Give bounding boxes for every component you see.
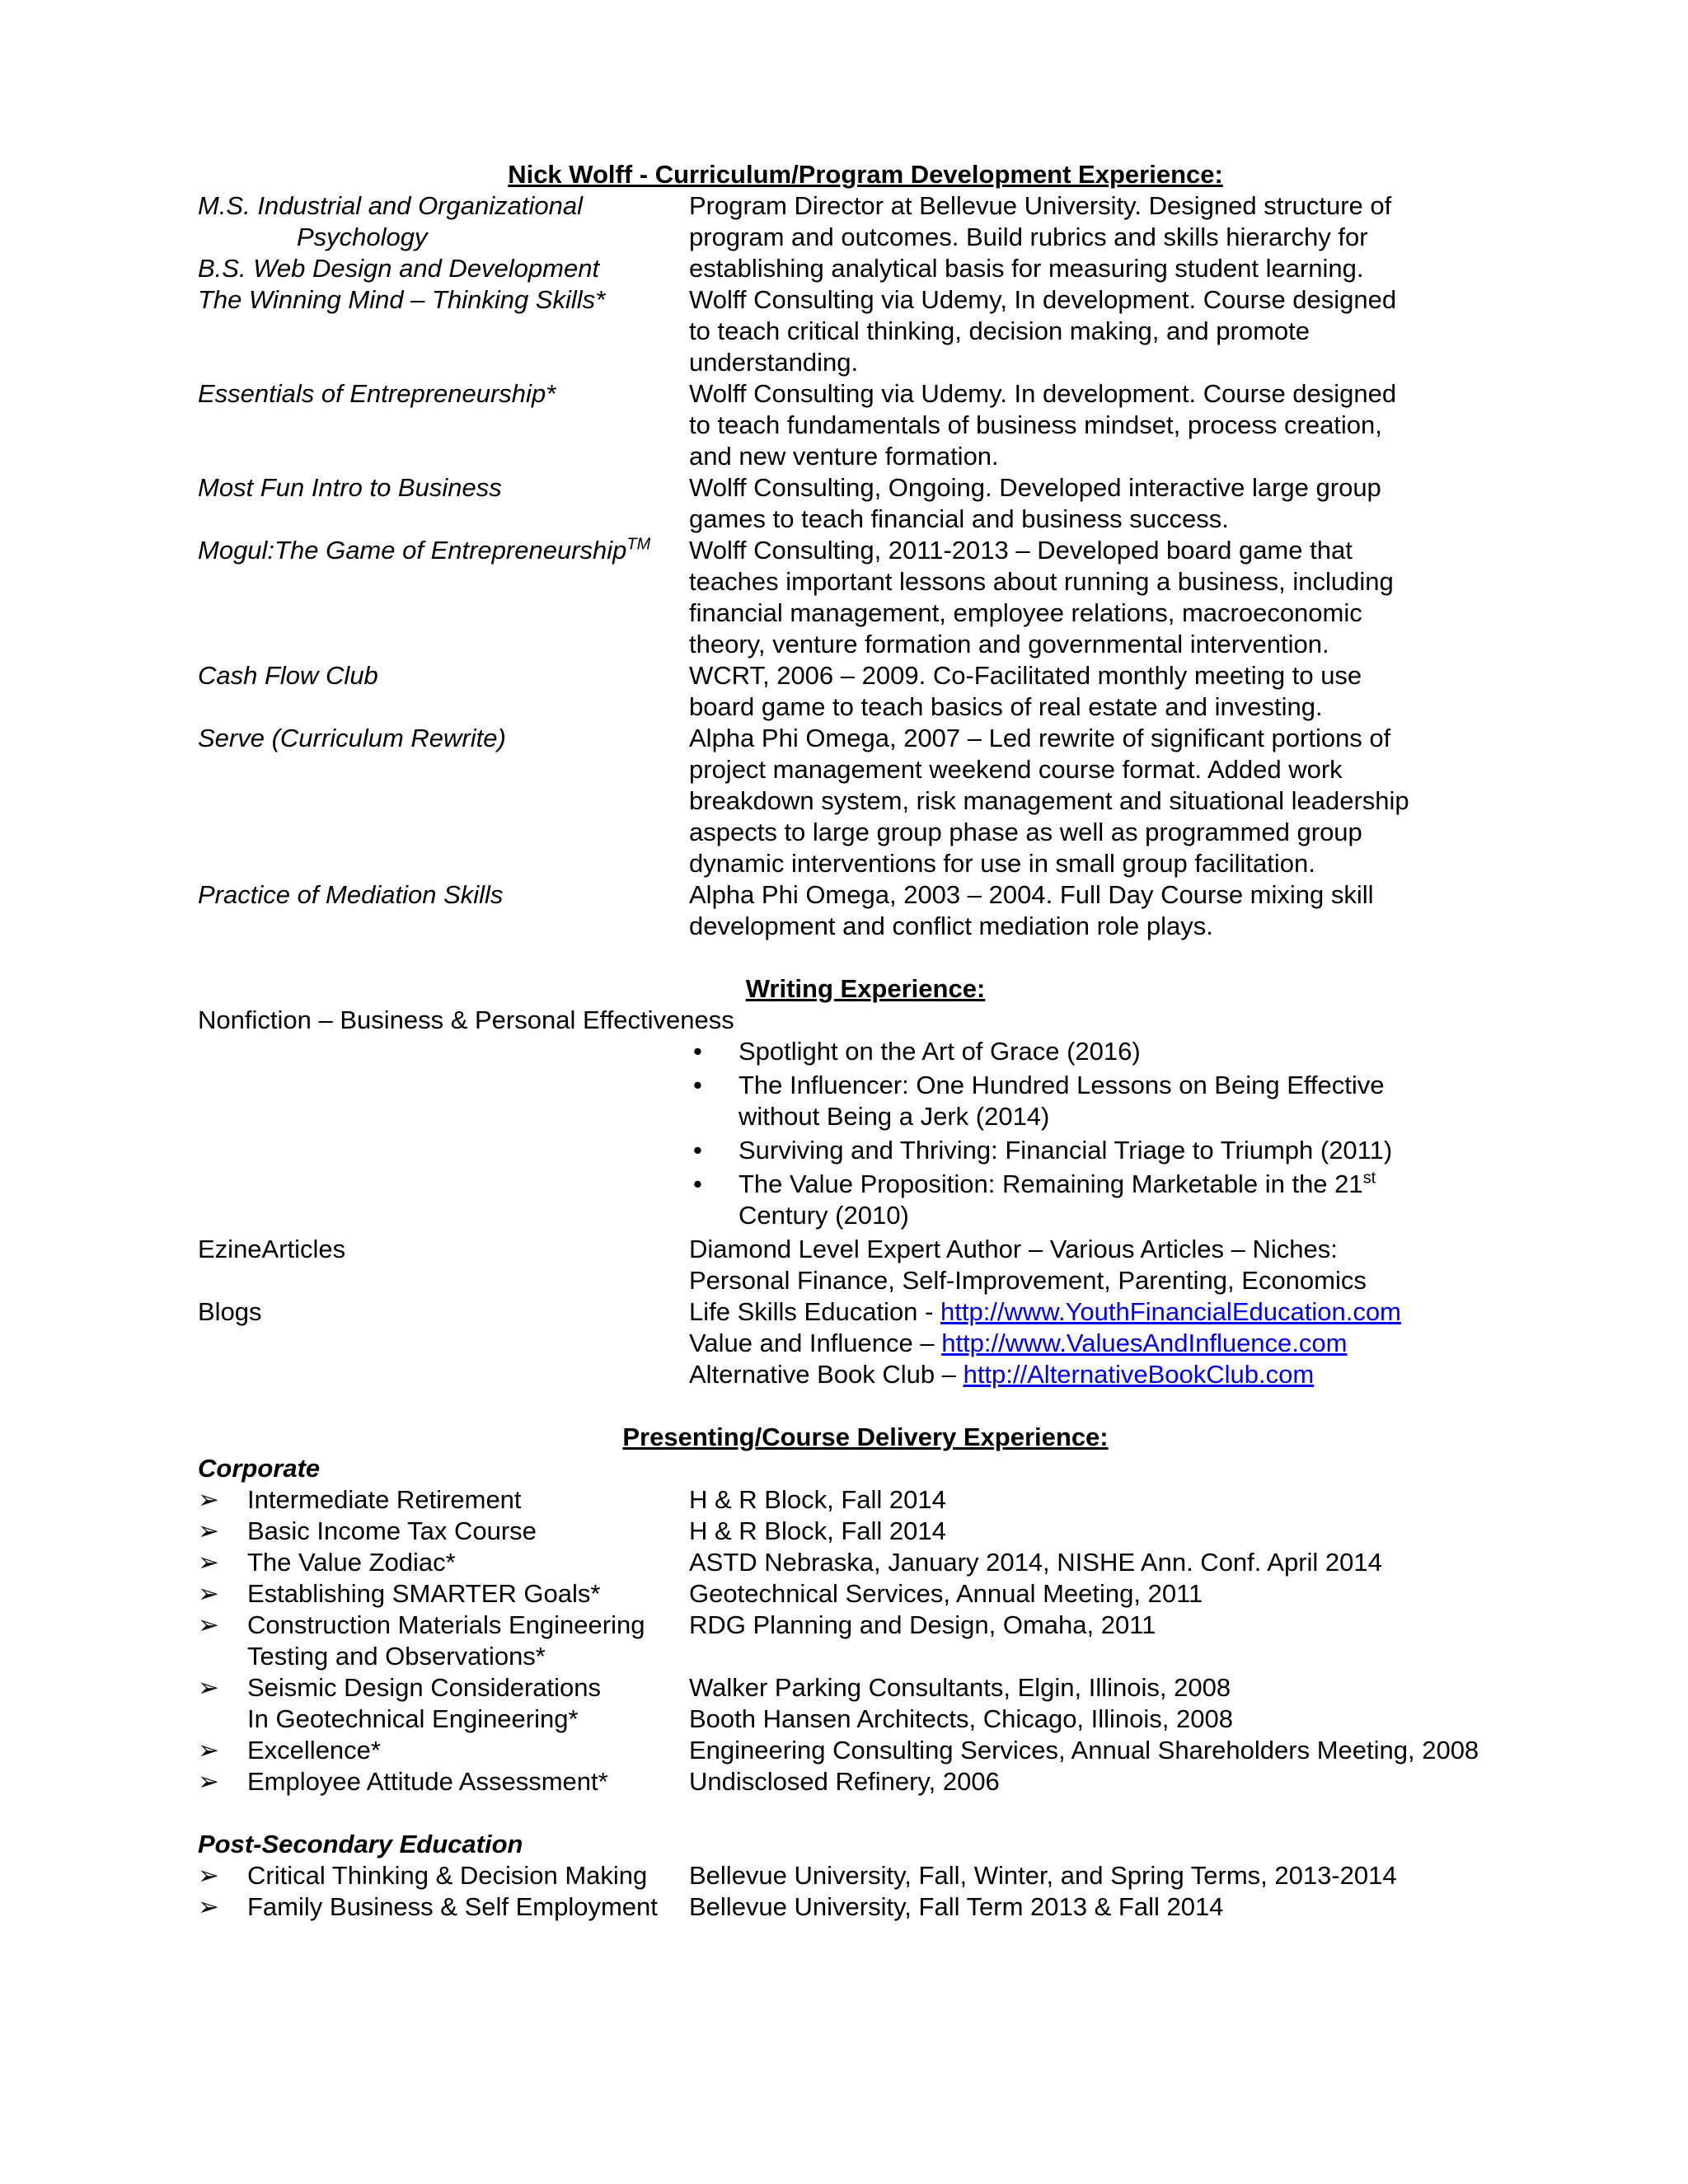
book-title (738, 1169, 1513, 1200)
curriculum-section-title: Nick Wolff - Curriculum/Program Development Experience: (508, 160, 1223, 189)
course-venue: RDG Planning and Design, Omaha, 2011 (689, 1610, 1156, 1639)
curriculum-item-desc: Wolff Consulting via Udemy, In development. Course designed (689, 285, 1397, 314)
list-item (198, 1484, 1533, 1516)
course-venue: Booth Hansen Architects, Chicago, Illinois, 2008 (689, 1704, 1233, 1733)
curriculum-item-desc: dynamic interventions for use in small group facilitation. (689, 849, 1315, 878)
curriculum-item-desc: financial management, employee relations, macroeconomic (689, 598, 1362, 627)
blog-entry-text: Value and Influence – (689, 1329, 942, 1357)
arrow-bullet-icon: ➢ (198, 1579, 219, 1608)
course-topic: Establishing SMARTER Goals* (247, 1579, 601, 1608)
course-topic: Basic Income Tax Course (247, 1516, 537, 1545)
course-venue: Bellevue University, Fall, Winter, and Spring Terms, 2013-2014 (689, 1861, 1397, 1890)
blog-entry (689, 1296, 1513, 1328)
blog-link[interactable]: http://www.ValuesAndInfluence.com (941, 1329, 1348, 1357)
curriculum-item-desc: Wolff Consulting via Udemy. In development. Course designed (689, 379, 1397, 408)
course-topic: Excellence* (247, 1736, 381, 1765)
blog-link[interactable]: http://www.YouthFinancialEducation.com (940, 1297, 1401, 1326)
course-topic: Construction Materials Engineering (247, 1610, 645, 1639)
list-item (198, 1547, 1533, 1578)
list-item (689, 1135, 1513, 1166)
list-item (198, 1891, 1533, 1923)
curriculum-item-desc: project management weekend course format. Added work (689, 755, 1343, 784)
course-topic: Seismic Design Considerations (247, 1673, 602, 1702)
book-list (198, 1036, 1533, 1231)
book-title: without Being a Jerk (2014) (738, 1102, 1050, 1131)
postsecondary-heading: Post-Secondary Education (198, 1830, 523, 1858)
curriculum-item-desc: theory, venture formation and governmental intervention. (689, 630, 1329, 658)
curriculum-item-desc: to teach critical thinking, decision making, and promote (689, 316, 1311, 345)
list-item (689, 1070, 1513, 1132)
arrow-bullet-icon: ➢ (198, 1516, 219, 1545)
list-item (198, 1860, 1533, 1891)
curriculum-item-desc: breakdown system, risk management and situational leadership (689, 786, 1409, 815)
curriculum-item-desc: development and conflict mediation role plays. (689, 912, 1213, 940)
curriculum-item-desc: to teach fundamentals of business mindset, process creation, (689, 410, 1382, 439)
curriculum-list (198, 190, 1533, 942)
curriculum-item-title: The Winning Mind – Thinking Skills* (198, 285, 606, 314)
bullet-icon: • (693, 1071, 702, 1099)
arrow-bullet-icon: ➢ (198, 1892, 219, 1921)
curriculum-item (198, 535, 1533, 660)
arrow-bullet-icon: ➢ (198, 1767, 219, 1796)
section-spacer (198, 942, 1533, 973)
curriculum-item-title: Essentials of Entrepreneurship* (198, 379, 556, 408)
course-topic: The Value Zodiac* (247, 1548, 456, 1577)
section-spacer (198, 1390, 1533, 1422)
list-item (689, 1036, 1513, 1067)
arrow-bullet-icon: ➢ (198, 1736, 219, 1765)
curriculum-item (198, 879, 1533, 942)
book-title: Century (2010) (738, 1201, 909, 1230)
curriculum-item-title: Serve (Curriculum Rewrite) (198, 724, 506, 752)
course-topic: In Geotechnical Engineering* (247, 1704, 579, 1733)
curriculum-item-title: Most Fun Intro to Business (198, 473, 502, 502)
curriculum-item-desc: teaches important lessons about running a business, including (689, 567, 1394, 596)
list-item (198, 1578, 1533, 1610)
course-venue: H & R Block, Fall 2014 (689, 1485, 946, 1514)
postsecondary-list (198, 1860, 1533, 1923)
course-venue: Geotechnical Services, Annual Meeting, 2011 (689, 1579, 1203, 1608)
curriculum-item-desc: establishing analytical basis for measuring student learning. (689, 254, 1364, 283)
curriculum-item (198, 472, 1533, 535)
curriculum-item-desc: Alpha Phi Omega, 2003 – 2004. Full Day Course mixing skill (689, 880, 1374, 909)
book-title: Surviving and Thriving: Financial Triage to Triumph (2011) (738, 1136, 1393, 1165)
ezine-row (198, 1234, 1533, 1296)
arrow-bullet-icon: ➢ (198, 1610, 219, 1639)
resume-page (198, 159, 1533, 1923)
course-topic: Critical Thinking & Decision Making (247, 1861, 648, 1890)
course-topic: Employee Attitude Assessment* (247, 1767, 608, 1796)
curriculum-item (198, 660, 1533, 723)
bullet-icon: • (693, 1169, 702, 1198)
course-venue: Engineering Consulting Services, Annual Shareholders Meeting, 2008 (689, 1736, 1479, 1765)
course-topic: Family Business & Self Employment (247, 1892, 658, 1921)
curriculum-item-desc: Program Director at Bellevue University. Designed structure of (689, 191, 1392, 220)
course-topic: Testing and Observations* (247, 1642, 546, 1671)
corporate-list (198, 1484, 1533, 1797)
curriculum-item-title: B.S. Web Design and Development (198, 254, 600, 283)
curriculum-item-desc: understanding. (689, 348, 859, 377)
blog-entry (689, 1328, 1513, 1359)
curriculum-item-desc: program and outcomes. Build rubrics and skills hierarchy for (689, 223, 1368, 251)
book-title-text: The Value Proposition: Remaining Marketable in the 21 (738, 1169, 1363, 1198)
blog-entry-text: Alternative Book Club – (689, 1360, 964, 1389)
curriculum-item-desc: board game to teach basics of real estate and investing. (689, 692, 1323, 721)
corporate-heading: Corporate (198, 1454, 321, 1483)
course-venue: H & R Block, Fall 2014 (689, 1516, 946, 1545)
curriculum-item-desc: Alpha Phi Omega, 2007 – Led rewrite of significant portions of (689, 724, 1391, 752)
blog-link[interactable]: http://AlternativeBookClub.com (963, 1360, 1315, 1389)
curriculum-item-title: Practice of Mediation Skills (198, 880, 504, 909)
blog-entry-text: Life Skills Education - (689, 1297, 940, 1326)
writing-section-title: Writing Experience: (745, 974, 986, 1003)
curriculum-item-title: M.S. Industrial and Organizational (198, 191, 583, 220)
list-item (198, 1516, 1533, 1547)
blogs-label: Blogs (198, 1297, 262, 1326)
course-venue: Bellevue University, Fall Term 2013 & Fall 2014 (689, 1892, 1224, 1921)
course-venue: Walker Parking Consultants, Elgin, Illinois, 2008 (689, 1673, 1231, 1702)
section-spacer (198, 1797, 1533, 1829)
curriculum-item-title (198, 535, 689, 566)
curriculum-item-title: Cash Flow Club (198, 661, 378, 690)
arrow-bullet-icon: ➢ (198, 1548, 219, 1577)
arrow-bullet-icon: ➢ (198, 1673, 219, 1702)
presenting-section-title: Presenting/Course Delivery Experience: (622, 1422, 1109, 1451)
curriculum-item-desc: aspects to large group phase as well as programmed group (689, 818, 1362, 846)
blog-entry (689, 1359, 1513, 1390)
curriculum-item (198, 723, 1533, 879)
curriculum-item (198, 284, 1533, 378)
course-venue: Undisclosed Refinery, 2006 (689, 1767, 1000, 1796)
curriculum-item (198, 190, 1533, 284)
nonfiction-label: Nonfiction – Business & Personal Effectiveness (198, 1005, 734, 1034)
arrow-bullet-icon: ➢ (198, 1861, 219, 1890)
bullet-icon: • (693, 1136, 702, 1165)
curriculum-item-desc: and new venture formation. (689, 442, 999, 471)
curriculum-item-desc: games to teach financial and business success. (689, 504, 1229, 533)
ordinal-superscript: st (1362, 1169, 1376, 1188)
book-title: Spotlight on the Art of Grace (2016) (738, 1037, 1141, 1066)
curriculum-item-title: Psychology (297, 223, 428, 251)
ezine-desc: Diamond Level Expert Author – Various Articles – Niches: (689, 1235, 1338, 1263)
list-item (198, 1672, 1533, 1735)
blogs-row (198, 1296, 1533, 1390)
trademark-superscript: TM (626, 535, 651, 554)
ezine-desc: Personal Finance, Self-Improvement, Parenting, Economics (689, 1266, 1367, 1295)
curriculum-item-title-text: Mogul:The Game of Entrepreneurship (198, 536, 627, 565)
arrow-bullet-icon: ➢ (198, 1485, 219, 1514)
list-item (198, 1735, 1533, 1766)
curriculum-item-desc: WCRT, 2006 – 2009. Co-Facilitated monthly meeting to use (689, 661, 1362, 690)
curriculum-item-desc: Wolff Consulting, Ongoing. Developed interactive large group (689, 473, 1381, 502)
course-topic: Intermediate Retirement (247, 1485, 522, 1514)
course-venue: ASTD Nebraska, January 2014, NISHE Ann. Conf. April 2014 (689, 1548, 1382, 1577)
list-item (198, 1610, 1533, 1672)
curriculum-item (198, 378, 1533, 472)
bullet-icon: • (693, 1037, 702, 1066)
curriculum-item-desc: Wolff Consulting, 2011-2013 – Developed board game that (689, 536, 1353, 565)
book-title: The Influencer: One Hundred Lessons on Being Effective (738, 1071, 1385, 1099)
list-item (198, 1766, 1533, 1797)
ezine-label: EzineArticles (198, 1235, 346, 1263)
list-item (689, 1169, 1513, 1231)
